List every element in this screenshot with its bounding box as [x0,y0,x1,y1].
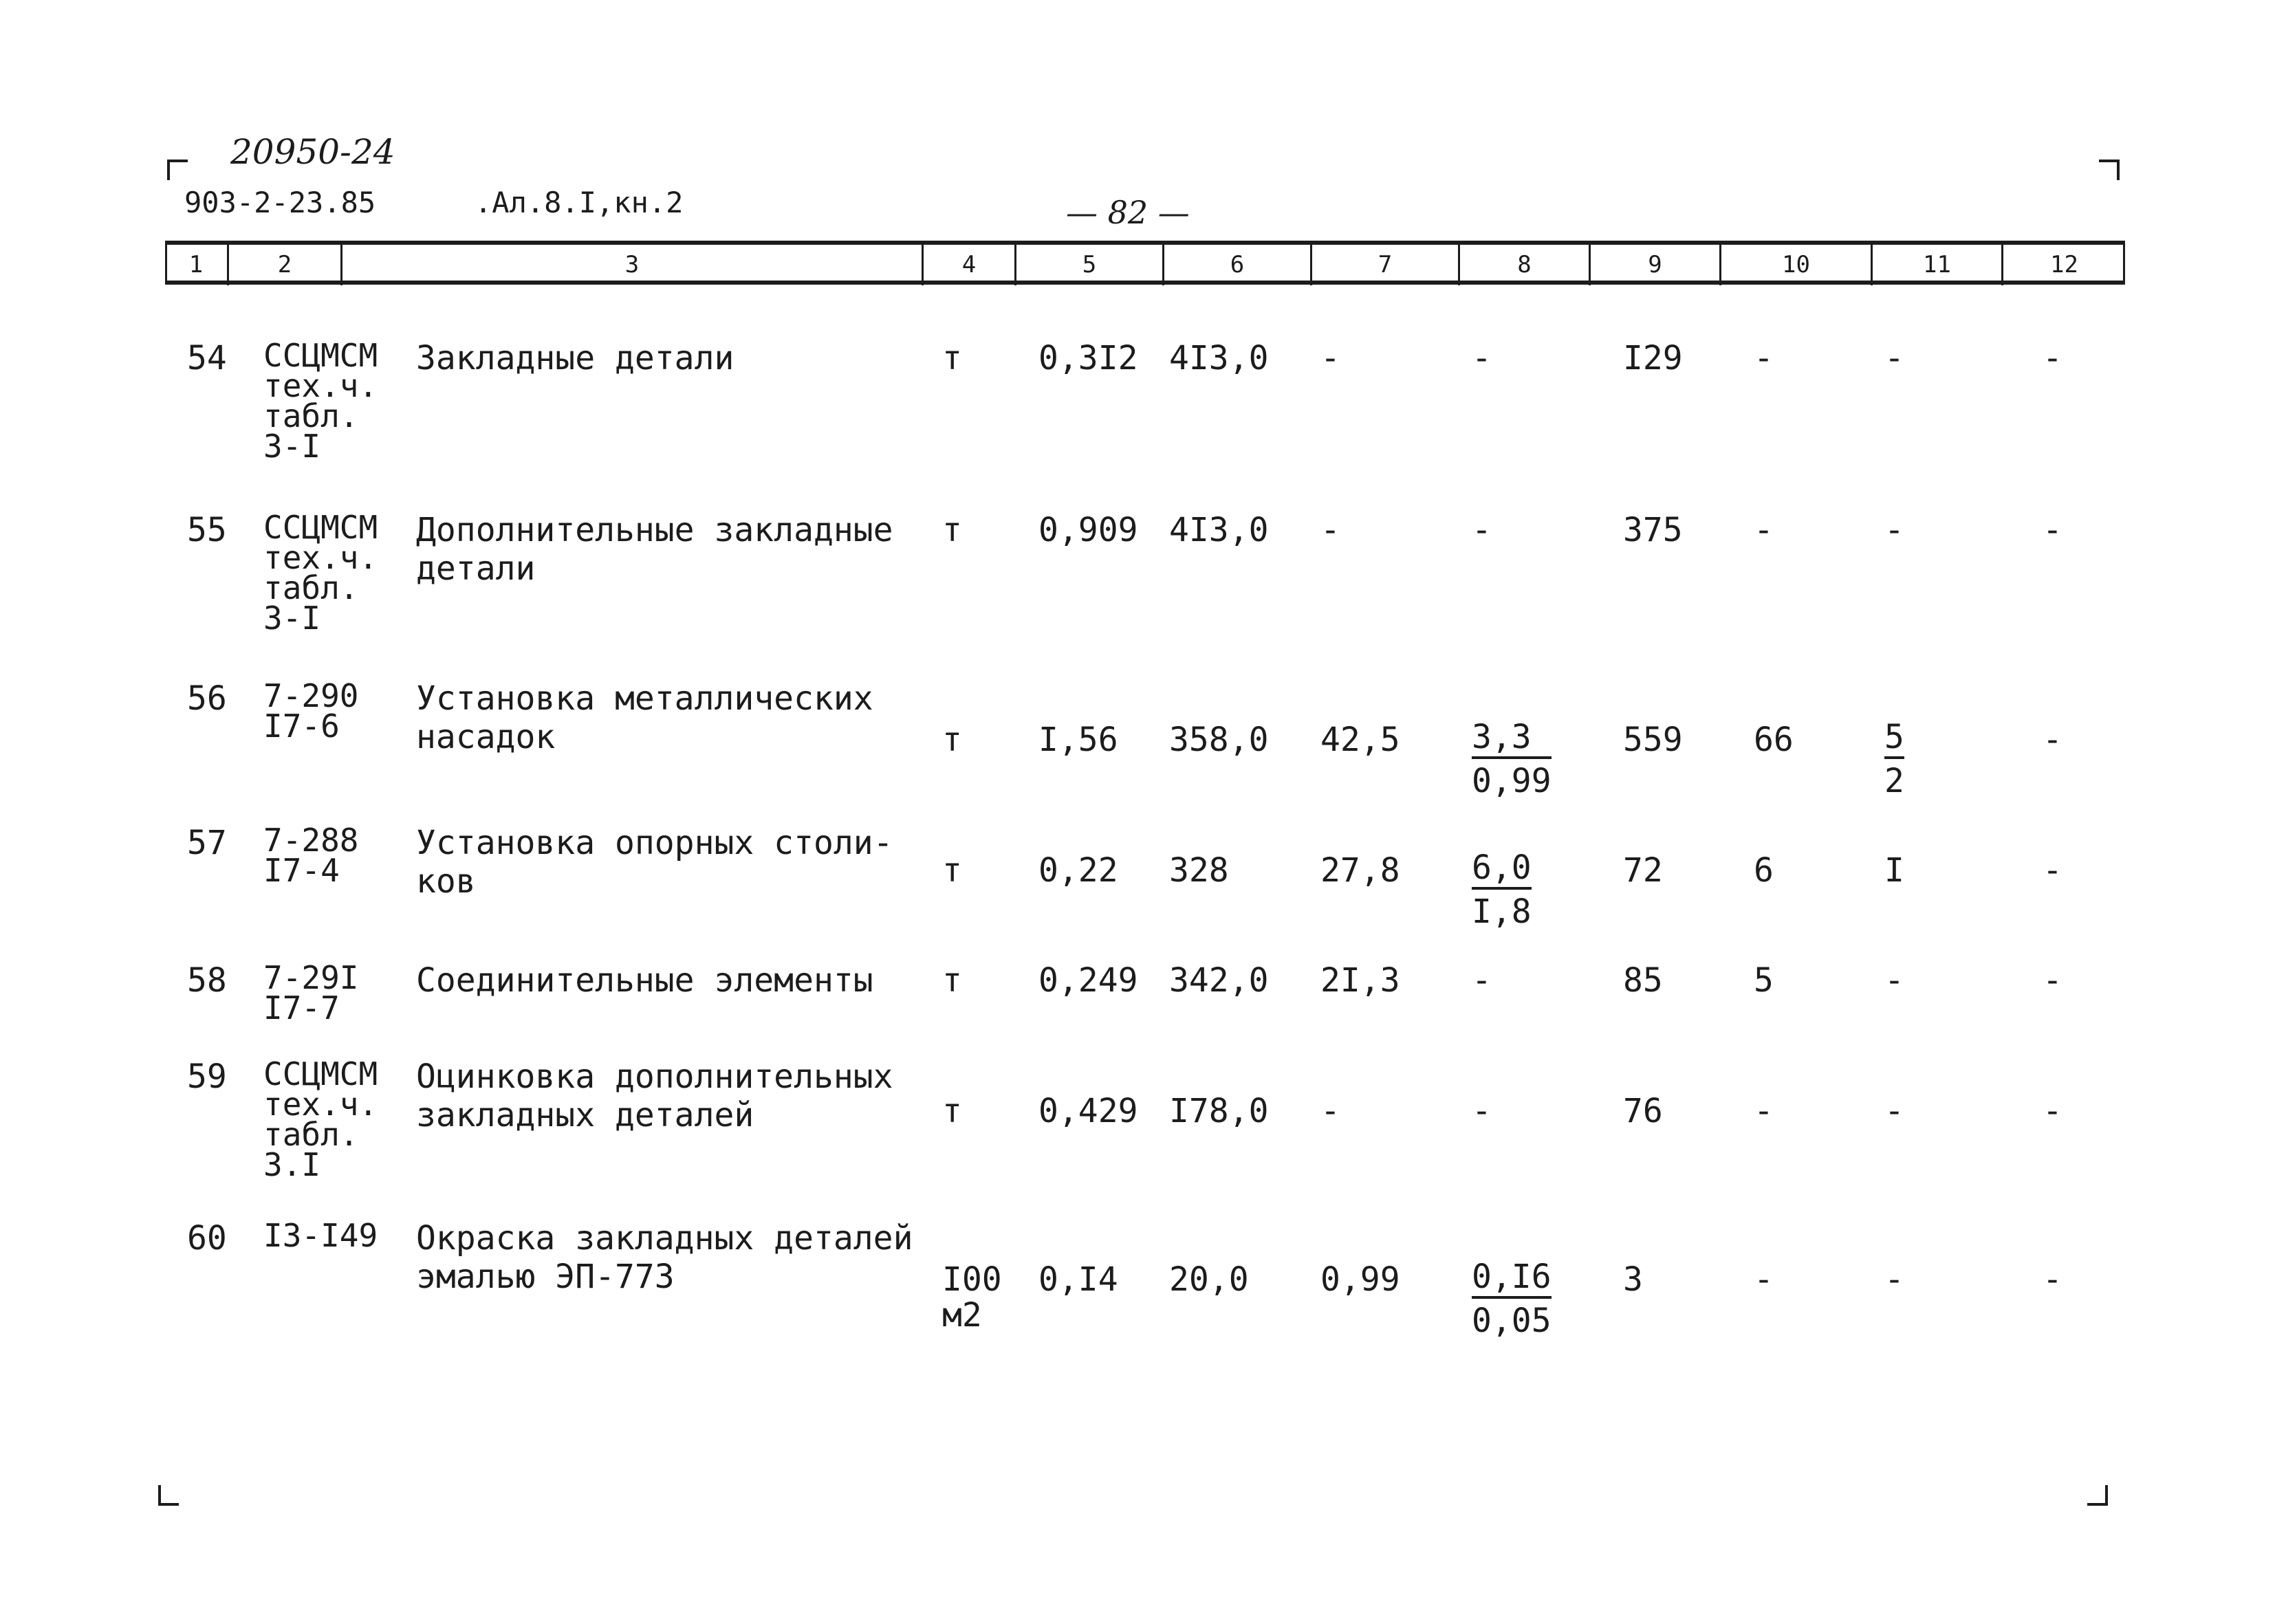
col-11-value [1884,719,1904,799]
col-8-value-denominator: 0,05 [1472,1302,1552,1340]
norm-code: 3.I [263,1146,321,1183]
column-header-12: 12 [2001,244,2125,285]
crop-mark-top-left [167,160,188,180]
col-8-value: - [1472,511,1492,549]
unit: т [942,1092,962,1130]
column-header-8: 8 [1458,244,1589,285]
col-9-value: 559 [1623,721,1683,759]
norm-code: I3-I49 [263,1217,378,1254]
norm-code: ССЦМСМ [263,337,378,374]
norm-code: I7-6 [263,707,340,745]
work-name: ков [416,862,476,901]
col-9-value: 72 [1623,851,1663,890]
col-9-value: 375 [1623,511,1683,549]
column-header-3: 3 [340,244,922,285]
quantity: 0,429 [1038,1092,1138,1130]
work-name: Соединительные элементы [416,961,873,1000]
norm-code: ССЦМСМ [263,1055,378,1093]
norm-code: тех.ч. [263,539,378,576]
col-9-value: I29 [1623,339,1683,377]
col-12-value: - [2043,339,2062,377]
norm-code: табл. [263,569,359,606]
unit-price: I78,0 [1169,1092,1269,1130]
work-name: детали [416,549,536,588]
column-header-4: 4 [922,244,1014,285]
unit-price: 342,0 [1169,961,1269,1000]
crop-mark-bottom-left [158,1485,179,1506]
col-7-value: 0,99 [1320,1260,1400,1299]
col-11-value-denominator: 2 [1884,762,1904,800]
col-9-value: 3 [1623,1260,1643,1299]
col-9-value: 85 [1623,961,1663,1000]
col-10-value: - [1754,511,1774,549]
col-8-value: - [1472,961,1492,1000]
norm-code: 7-288 [263,822,359,859]
work-name: Установка опорных столи- [416,824,893,862]
work-name: Оцинковка дополнительных [416,1057,893,1096]
quantity: 0,249 [1038,961,1138,1000]
norm-code: 7-290 [263,677,359,714]
norm-code: ССЦМСМ [263,509,378,546]
unit: т [942,511,962,549]
crop-mark-top-right [2099,160,2120,180]
row-number: 57 [187,824,227,862]
row-number: 59 [187,1057,227,1096]
col-12-value: - [2043,1260,2062,1299]
unit-price: 20,0 [1169,1260,1249,1299]
col-8-value-denominator: 0,99 [1472,762,1552,800]
norm-code: табл. [263,1116,359,1153]
column-header-2: 2 [227,244,340,285]
col-8-value-denominator: I,8 [1472,892,1532,931]
col-10-value: 6 [1754,851,1774,890]
page-number: — 82 — [1066,194,1190,231]
unit-price: 4I3,0 [1169,339,1269,377]
col-8-value [1472,1259,1552,1339]
norm-code: I7-4 [263,852,340,889]
col-7-value: 42,5 [1320,721,1400,759]
col-10-value: - [1754,1260,1774,1299]
col-9-value: 76 [1623,1092,1663,1130]
column-header-11: 11 [1871,244,2001,285]
norm-code: табл. [263,397,359,435]
column-header-9: 9 [1589,244,1719,285]
work-name: Закладные детали [416,339,734,377]
unit: т [942,851,962,890]
col-10-value: - [1754,339,1774,377]
norm-code: I7-7 [263,989,340,1027]
unit: т [942,961,962,1000]
row-number: 55 [187,511,227,549]
col-7-value: - [1320,339,1340,377]
col-12-value: - [2043,851,2062,890]
col-8-value-numerator: 6,0 [1472,850,1532,890]
norm-code: 3-I [263,428,321,465]
series-code: 903-2-23.85 [184,186,376,219]
quantity: I,56 [1038,721,1118,759]
col-8-value [1472,719,1552,799]
col-12-value: - [2043,721,2062,759]
col-10-value: 66 [1754,721,1794,759]
unit: т [942,339,962,377]
unit: т [942,721,962,759]
column-header-10: 10 [1719,244,1871,285]
row-number: 60 [187,1219,227,1258]
col-11-value: - [1884,1260,1904,1299]
col-8-value: - [1472,339,1492,377]
norm-code: тех.ч. [263,367,378,404]
unit-price: 4I3,0 [1169,511,1269,549]
col-8-value [1472,850,1532,930]
work-name: насадок [416,718,556,756]
unit: I00 м2 [942,1260,1002,1335]
col-7-value: - [1320,511,1340,549]
col-8-value-numerator: 3,3 [1472,719,1552,759]
work-name: эмалью ЭП-773 [416,1258,675,1296]
crop-mark-bottom-right [2087,1485,2108,1506]
col-11-value-numerator: 5 [1884,719,1904,759]
quantity: 0,3I2 [1038,339,1138,377]
quantity: 0,I4 [1038,1260,1118,1299]
col-8-value-numerator: 0,I6 [1472,1259,1552,1299]
column-header-5: 5 [1014,244,1162,285]
row-number: 56 [187,679,227,718]
col-10-value: - [1754,1092,1774,1130]
work-name: закладных деталей [416,1096,754,1134]
norm-code: тех.ч. [263,1086,378,1123]
col-7-value: - [1320,1092,1340,1130]
col-7-value: 2I,3 [1320,961,1400,1000]
quantity: 0,909 [1038,511,1138,549]
col-11-value: - [1884,511,1904,549]
norm-code: 7-29I [263,959,359,996]
unit-price: 358,0 [1169,721,1269,759]
handwritten-code: 20950-24 [230,132,395,172]
col-11-value: - [1884,961,1904,1000]
col-11-value: I [1884,851,1904,890]
row-number: 58 [187,961,227,1000]
work-name: Дополнительные закладные [416,511,893,549]
col-12-value: - [2043,511,2062,549]
col-11-value: - [1884,1092,1904,1130]
col-7-value: 27,8 [1320,851,1400,890]
col-12-value: - [2043,961,2062,1000]
quantity: 0,22 [1038,851,1118,890]
work-name: Окраска закладных деталей [416,1219,913,1258]
column-header-1: 1 [188,251,204,278]
column-header-6: 6 [1162,244,1310,285]
work-name: Установка металлических [416,679,873,718]
col-8-value: - [1472,1092,1492,1130]
album-reference: .Ал.8.I,кн.2 [475,186,684,219]
col-10-value: 5 [1754,961,1774,1000]
column-header-7: 7 [1310,244,1458,285]
norm-code: 3-I [263,600,321,637]
col-12-value: - [2043,1092,2062,1130]
row-number: 54 [187,339,227,377]
unit-price: 328 [1169,851,1229,890]
col-11-value: - [1884,339,1904,377]
